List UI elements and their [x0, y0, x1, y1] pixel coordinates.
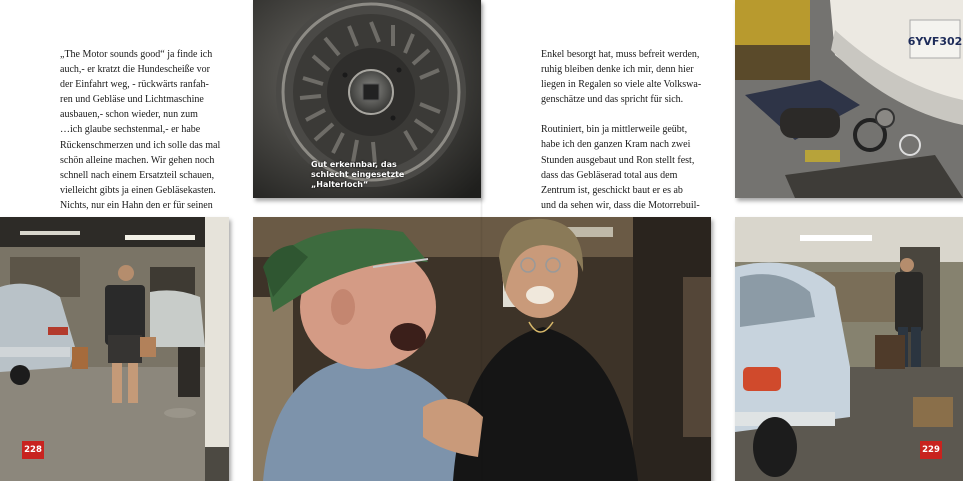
- text-line: dass das Gebläserad total aus dem: [541, 169, 678, 181]
- text-line: und da sehen wir, dass die Motorrebuil-: [541, 199, 700, 211]
- text-line: ren und Gebläse und Lichtmaschine: [60, 94, 204, 106]
- caption-line: „Halterloch“: [311, 180, 369, 189]
- garage-photo-right: [735, 217, 963, 481]
- garage-photo-left: [0, 217, 229, 481]
- text-line: auch,- er kratzt die Hundescheiße vor: [60, 64, 210, 76]
- fan-wheel-photo: [253, 0, 481, 198]
- right-page-text: [541, 47, 721, 213]
- text-line: liegen in Regalen so viele alte Volkswa-: [541, 79, 702, 91]
- left-page-text: [60, 47, 240, 213]
- page-number-right: 229: [920, 441, 942, 459]
- text-line: schön alleine machen. Wir gehen noch: [60, 154, 215, 166]
- text-line: habe ich den ganzen Kram nach zwei: [541, 139, 691, 151]
- book-gutter: [480, 0, 483, 481]
- text-line: …ich glaube sechstenmal,- er habe: [60, 124, 201, 136]
- text-line: Rückenschmerzen und ich solle das mal: [60, 139, 221, 151]
- paragraph-2: [541, 122, 721, 213]
- photo-caption: [311, 160, 404, 190]
- text-line: ruhig bleiben denke ich mir, denn hier: [541, 64, 694, 76]
- text-line: Routiniert, bin ja mittlerweile geübt,: [541, 124, 688, 136]
- text-line: „The Motor sounds good“ ja finde ich: [60, 49, 213, 60]
- text-line: Zentrum ist, geschickt baut er es ab: [541, 184, 683, 196]
- text-line: der Einfahrt weg, - rückwärts ranfah-: [60, 79, 209, 91]
- parts-on-ground-photo: [735, 0, 963, 198]
- text-line: Nichts, nur ein Hahn den er für seinen: [60, 199, 213, 211]
- page-number-left: 228: [22, 441, 44, 459]
- text-line: Stunden ausgebaut und Ron stellt fest,: [541, 154, 695, 166]
- text-line: Enkel besorgt hat, muss befreit werden,: [541, 49, 700, 60]
- paragraph-1: [541, 47, 721, 107]
- caption-line: schlecht eingesetzte: [311, 170, 405, 179]
- text-line: schnell nach einem Ersatzteil schauen,: [60, 169, 215, 181]
- text-line: genschätze und das spricht für sich.: [541, 94, 684, 106]
- parts-scene-illustration: [735, 0, 963, 198]
- text-line: vielleicht gibts ja einen Gebläsekasten.: [60, 184, 216, 196]
- license-plate-text: 6YVF302: [907, 35, 963, 48]
- text-line: ausbauen,- schon wieder, nun zum: [60, 109, 198, 121]
- caption-line: Gut erkennbar, das: [311, 160, 397, 169]
